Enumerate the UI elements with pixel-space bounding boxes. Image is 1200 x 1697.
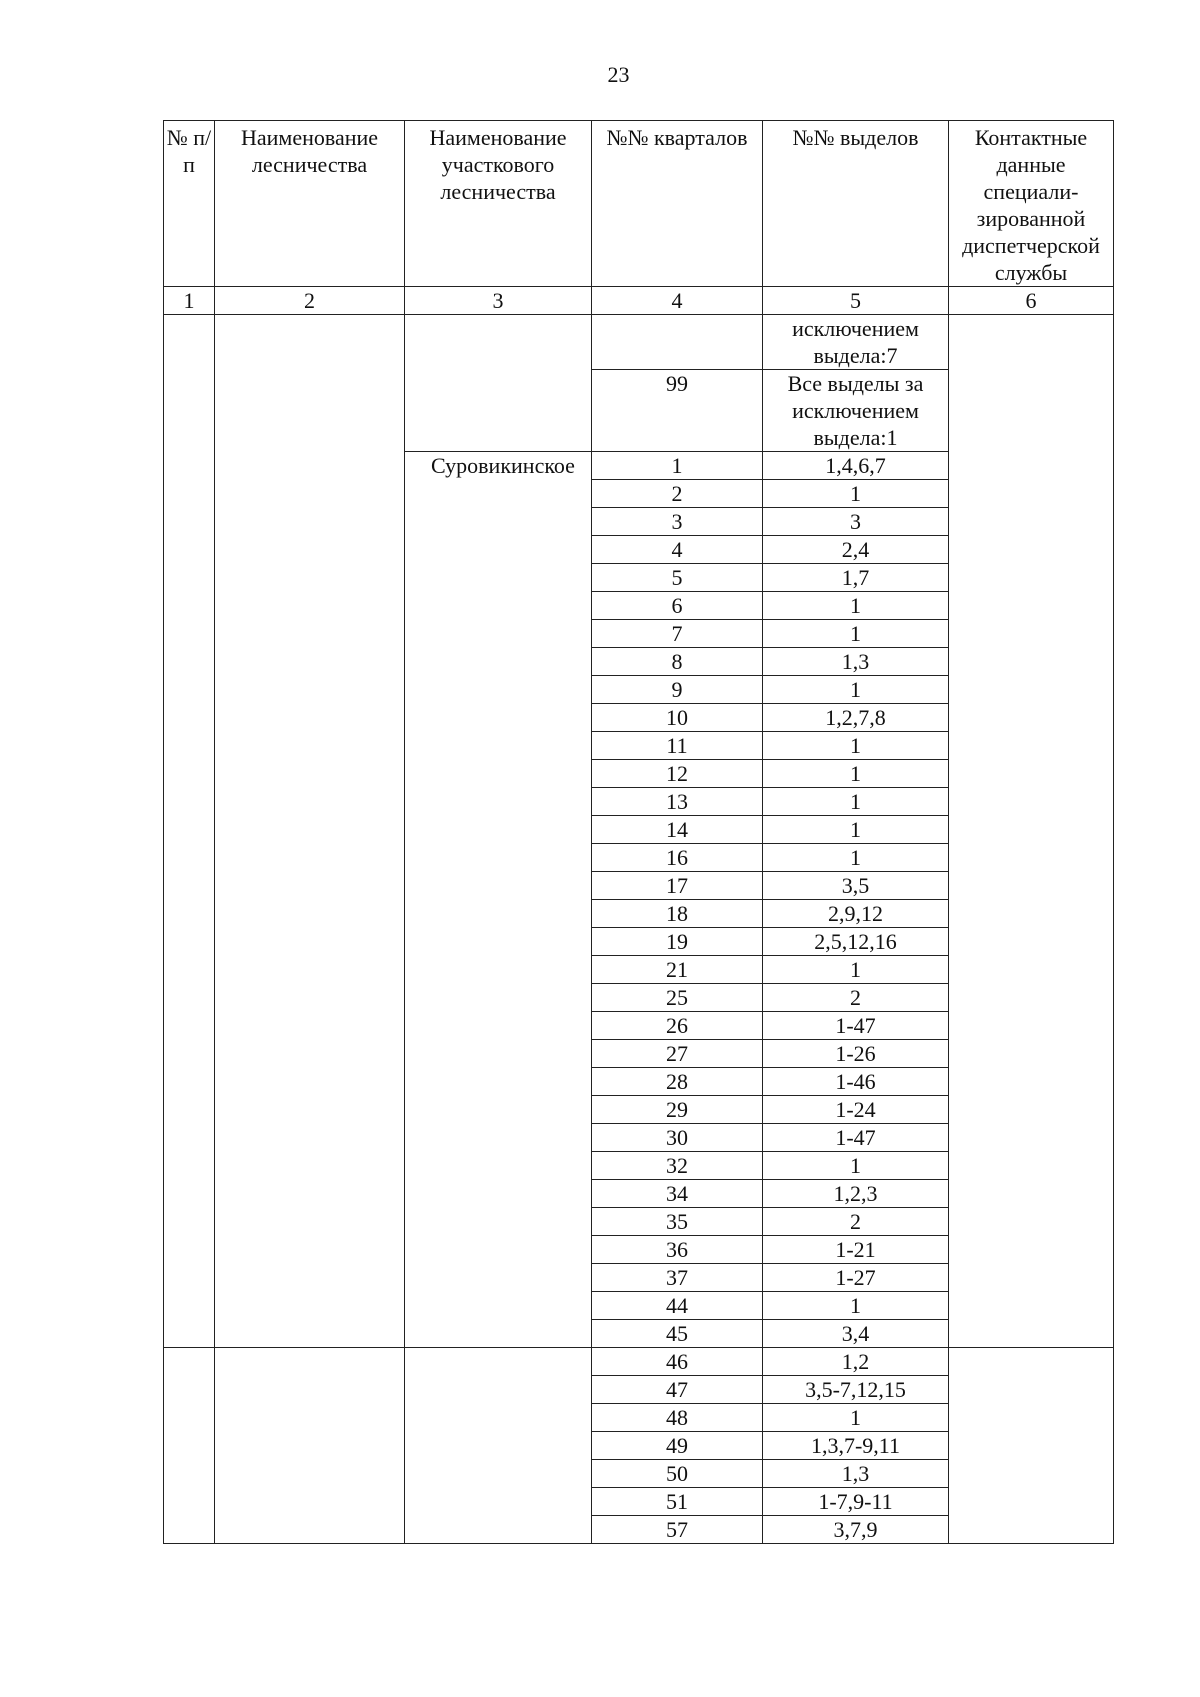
kvartal-cell: 8 (592, 648, 763, 676)
kvartal-cell: 6 (592, 592, 763, 620)
vydel-cell: 2,9,12 (763, 900, 949, 928)
kvartal-cell: 99 (592, 370, 763, 452)
vydel-cell: 1,3,7-9,11 (763, 1432, 949, 1460)
vydel-cell: 1 (763, 788, 949, 816)
kvartal-cell: 4 (592, 536, 763, 564)
kvartal-cell: 18 (592, 900, 763, 928)
header-contacts: Контактные данные специали-зированной диспетчерской службы (949, 121, 1114, 287)
vydel-cell: 1 (763, 676, 949, 704)
kvartal-cell: 17 (592, 872, 763, 900)
kvartal-cell (592, 315, 763, 370)
kvartal-cell: 34 (592, 1180, 763, 1208)
vydel-cell: 1 (763, 620, 949, 648)
forestry-table (163, 120, 1114, 1544)
vydel-cell: 1 (763, 844, 949, 872)
kvartal-cell: 12 (592, 760, 763, 788)
kvartal-cell: 37 (592, 1264, 763, 1292)
kvartal-cell: 1 (592, 452, 763, 480)
kvartal-cell: 7 (592, 620, 763, 648)
vydel-cell: 1-7,9-11 (763, 1488, 949, 1516)
vydel-cell: 1 (763, 1404, 949, 1432)
column-number: 1 (164, 287, 215, 315)
kvartal-cell: 9 (592, 676, 763, 704)
header-row (164, 121, 1114, 287)
vydel-cell: 2,5,12,16 (763, 928, 949, 956)
kvartal-cell: 49 (592, 1432, 763, 1460)
kvartal-cell: 45 (592, 1320, 763, 1348)
kvartal-cell: 11 (592, 732, 763, 760)
vydel-cell: 1 (763, 480, 949, 508)
vydel-cell: 1-24 (763, 1096, 949, 1124)
kvartal-cell: 27 (592, 1040, 763, 1068)
contact-cell (949, 1348, 1114, 1544)
vydel-cell: 2 (763, 1208, 949, 1236)
vydel-cell: 1,3 (763, 648, 949, 676)
vydel-cell: 1,2,7,8 (763, 704, 949, 732)
kvartal-cell: 21 (592, 956, 763, 984)
vydel-cell: 1-21 (763, 1236, 949, 1264)
row-number-cell (164, 1348, 215, 1544)
contact-cell (949, 315, 1114, 1348)
kvartal-cell: 48 (592, 1404, 763, 1432)
vydel-cell: 1-47 (763, 1012, 949, 1040)
header-forestry: Наименование лесничества (215, 121, 405, 287)
kvartal-cell: 14 (592, 816, 763, 844)
kvartal-cell: 47 (592, 1376, 763, 1404)
header-kvartals: №№ кварталов (592, 121, 763, 287)
column-number: 4 (592, 287, 763, 315)
vydel-cell: 1 (763, 956, 949, 984)
vydel-cell: 1,7 (763, 564, 949, 592)
vydel-cell: 1-26 (763, 1040, 949, 1068)
vydel-cell: Все выделы за исключением выдела:1 (763, 370, 949, 452)
kvartal-cell: 36 (592, 1236, 763, 1264)
district-name-cell: Суровикинское (405, 452, 592, 1348)
vydel-cell: 1 (763, 732, 949, 760)
vydel-cell: 2 (763, 984, 949, 1012)
kvartal-cell: 3 (592, 508, 763, 536)
header-district-forestry: Наименование участкового лесничества (405, 121, 592, 287)
row-number-cell (164, 315, 215, 1348)
vydel-cell: исключением выдела:7 (763, 315, 949, 370)
kvartal-cell: 25 (592, 984, 763, 1012)
vydel-cell: 3,5-7,12,15 (763, 1376, 949, 1404)
kvartal-cell: 50 (592, 1460, 763, 1488)
page-number: 23 (607, 62, 630, 87)
vydel-cell: 3,4 (763, 1320, 949, 1348)
vydel-cell: 1 (763, 1152, 949, 1180)
kvartal-cell: 10 (592, 704, 763, 732)
kvartal-cell: 2 (592, 480, 763, 508)
vydel-cell: 1 (763, 760, 949, 788)
kvartal-cell: 35 (592, 1208, 763, 1236)
vydel-cell: 1-27 (763, 1264, 949, 1292)
district-cell (405, 1348, 592, 1544)
table-row (164, 315, 1114, 370)
vydel-cell: 1-47 (763, 1124, 949, 1152)
kvartal-cell: 32 (592, 1152, 763, 1180)
kvartal-cell: 44 (592, 1292, 763, 1320)
column-number: 3 (405, 287, 592, 315)
vydel-cell: 1,3 (763, 1460, 949, 1488)
vydel-cell: 1,2,3 (763, 1180, 949, 1208)
vydel-cell: 3,7,9 (763, 1516, 949, 1544)
vydel-cell: 1 (763, 592, 949, 620)
vydel-cell: 1,4,6,7 (763, 452, 949, 480)
header-vydels: №№ выделов (763, 121, 949, 287)
kvartal-cell: 46 (592, 1348, 763, 1376)
header-number: № п/п (164, 121, 215, 287)
forestry-cell (215, 1348, 405, 1544)
vydel-cell: 1,2 (763, 1348, 949, 1376)
vydel-cell: 1 (763, 816, 949, 844)
kvartal-cell: 29 (592, 1096, 763, 1124)
forestry-cell (215, 315, 405, 1348)
kvartal-cell: 19 (592, 928, 763, 956)
vydel-cell: 1 (763, 1292, 949, 1320)
kvartal-cell: 13 (592, 788, 763, 816)
kvartal-cell: 26 (592, 1012, 763, 1040)
column-number: 2 (215, 287, 405, 315)
kvartal-cell: 57 (592, 1516, 763, 1544)
district-cell (405, 315, 592, 452)
column-number: 5 (763, 287, 949, 315)
kvartal-cell: 30 (592, 1124, 763, 1152)
vydel-cell: 1-46 (763, 1068, 949, 1096)
column-number-row (164, 287, 1114, 315)
table-row (164, 1348, 1114, 1376)
kvartal-cell: 5 (592, 564, 763, 592)
vydel-cell: 3,5 (763, 872, 949, 900)
column-number: 6 (949, 287, 1114, 315)
kvartal-cell: 28 (592, 1068, 763, 1096)
vydel-cell: 3 (763, 508, 949, 536)
table-body (164, 315, 1114, 1544)
vydel-cell: 2,4 (763, 536, 949, 564)
kvartal-cell: 16 (592, 844, 763, 872)
kvartal-cell: 51 (592, 1488, 763, 1516)
